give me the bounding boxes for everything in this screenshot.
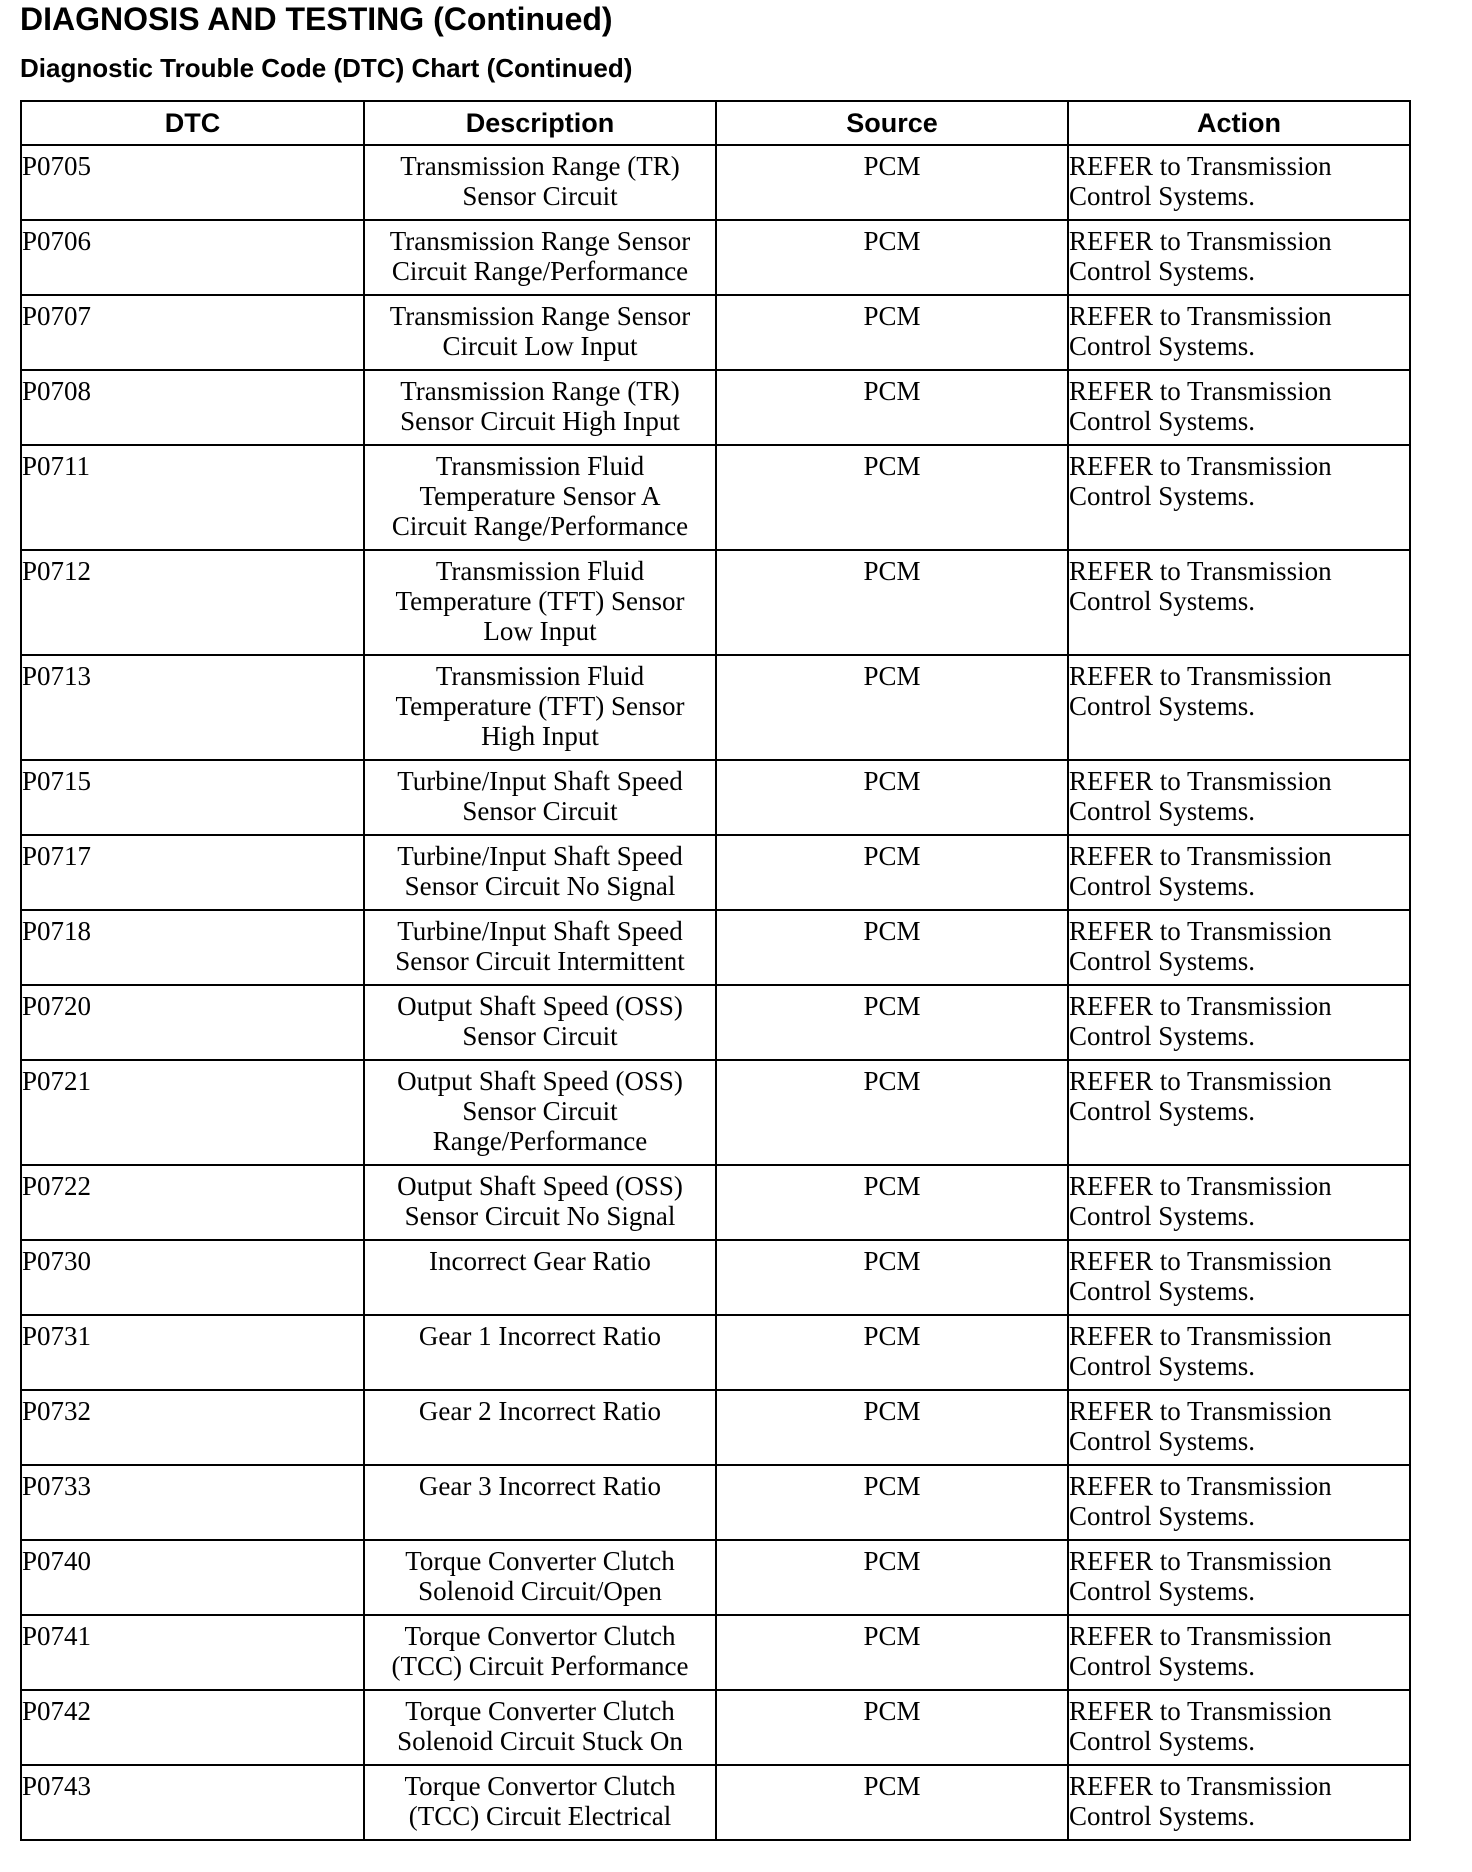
description-line: Temperature Sensor A <box>419 481 661 511</box>
action-line: REFER to Transmission <box>1069 1321 1332 1351</box>
source-cell: PCM <box>716 760 1068 835</box>
table-row <box>21 1165 1410 1240</box>
description-cell <box>364 1390 716 1465</box>
dtc-code-cell: P0705 <box>21 145 364 220</box>
source-cell: PCM <box>716 145 1068 220</box>
dtc-code-cell: P0730 <box>21 1240 364 1315</box>
table-row <box>21 1315 1410 1390</box>
action-cell <box>1068 550 1410 655</box>
description-cell <box>364 1165 716 1240</box>
page-title: DIAGNOSIS AND TESTING (Continued) <box>20 1 613 37</box>
description-line: Sensor Circuit <box>462 181 618 211</box>
description-line: Output Shaft Speed (OSS) <box>397 1171 683 1201</box>
action-cell <box>1068 1165 1410 1240</box>
dtc-code-cell: P0732 <box>21 1390 364 1465</box>
dtc-table <box>20 100 1411 1841</box>
action-line: REFER to Transmission <box>1069 1066 1332 1096</box>
action-line: Control Systems. <box>1069 946 1256 976</box>
source-cell: PCM <box>716 295 1068 370</box>
dtc-code-cell: P0720 <box>21 985 364 1060</box>
table-row <box>21 220 1410 295</box>
description-cell <box>364 1615 716 1690</box>
action-line: Control Systems. <box>1069 796 1256 826</box>
description-cell <box>364 910 716 985</box>
dtc-code-cell: P0722 <box>21 1165 364 1240</box>
table-row <box>21 910 1410 985</box>
action-line: Control Systems. <box>1069 256 1256 286</box>
dtc-code-cell: P0740 <box>21 1540 364 1615</box>
table-row <box>21 1615 1410 1690</box>
description-cell <box>364 1465 716 1540</box>
action-cell <box>1068 655 1410 760</box>
action-line: Control Systems. <box>1069 1726 1256 1756</box>
description-line: Transmission Range Sensor <box>389 226 691 256</box>
source-cell: PCM <box>716 1390 1068 1465</box>
description-line: Temperature (TFT) Sensor <box>395 586 685 616</box>
action-cell <box>1068 1615 1410 1690</box>
description-line: Sensor Circuit No Signal <box>404 1201 676 1231</box>
source-cell: PCM <box>716 445 1068 550</box>
description-line: Gear 3 Incorrect Ratio <box>418 1471 662 1501</box>
column-header-source: Source <box>716 101 1068 145</box>
dtc-code-cell: P0742 <box>21 1690 364 1765</box>
table-row <box>21 835 1410 910</box>
action-line: Control Systems. <box>1069 481 1256 511</box>
source-cell: PCM <box>716 550 1068 655</box>
dtc-code-cell: P0743 <box>21 1765 364 1840</box>
dtc-code-cell: P0708 <box>21 370 364 445</box>
description-cell <box>364 550 716 655</box>
description-line: Circuit Range/Performance <box>391 256 689 286</box>
description-line: Incorrect Gear Ratio <box>429 1246 651 1276</box>
action-line: Control Systems. <box>1069 1351 1256 1381</box>
action-line: REFER to Transmission <box>1069 1696 1332 1726</box>
source-cell: PCM <box>716 1540 1068 1615</box>
dtc-code-cell: P0733 <box>21 1465 364 1540</box>
description-cell <box>364 1765 716 1840</box>
action-cell <box>1068 445 1410 550</box>
description-cell <box>364 145 716 220</box>
description-line: Circuit Low Input <box>442 331 638 361</box>
action-line: REFER to Transmission <box>1069 1546 1332 1576</box>
description-cell <box>364 220 716 295</box>
action-line: Control Systems. <box>1069 1801 1256 1831</box>
action-line: REFER to Transmission <box>1069 766 1332 796</box>
dtc-code-cell: P0721 <box>21 1060 364 1165</box>
table-row <box>21 370 1410 445</box>
description-cell <box>364 1060 716 1165</box>
action-cell <box>1068 220 1410 295</box>
action-cell <box>1068 1765 1410 1840</box>
action-line: REFER to Transmission <box>1069 661 1332 691</box>
action-line: REFER to Transmission <box>1069 1396 1332 1426</box>
action-cell <box>1068 985 1410 1060</box>
description-line: Turbine/Input Shaft Speed <box>397 916 683 946</box>
description-cell <box>364 760 716 835</box>
source-cell: PCM <box>716 910 1068 985</box>
description-line: Transmission Fluid <box>435 556 645 586</box>
table-row <box>21 1540 1410 1615</box>
description-line: Sensor Circuit High Input <box>400 406 680 436</box>
action-cell <box>1068 1315 1410 1390</box>
table-row <box>21 445 1410 550</box>
description-cell <box>364 835 716 910</box>
source-cell: PCM <box>716 835 1068 910</box>
description-cell <box>364 1540 716 1615</box>
column-header-dtc: DTC <box>21 101 364 145</box>
description-line: Sensor Circuit <box>462 1096 618 1126</box>
action-cell <box>1068 910 1410 985</box>
description-line: Torque Converter Clutch <box>405 1546 675 1576</box>
action-line: REFER to Transmission <box>1069 301 1332 331</box>
action-line: REFER to Transmission <box>1069 991 1332 1021</box>
table-row <box>21 145 1410 220</box>
description-line: Sensor Circuit <box>462 796 618 826</box>
table-row <box>21 1690 1410 1765</box>
description-line: Torque Convertor Clutch <box>404 1771 676 1801</box>
action-line: Control Systems. <box>1069 331 1256 361</box>
dtc-code-cell: P0741 <box>21 1615 364 1690</box>
description-line: Transmission Range (TR) <box>400 376 680 406</box>
description-line: Output Shaft Speed (OSS) <box>397 991 683 1021</box>
action-cell <box>1068 760 1410 835</box>
description-line: Solenoid Circuit Stuck On <box>397 1726 683 1756</box>
description-cell <box>364 1240 716 1315</box>
action-line: Control Systems. <box>1069 1096 1256 1126</box>
description-line: Transmission Range Sensor <box>389 301 691 331</box>
action-line: REFER to Transmission <box>1069 376 1332 406</box>
source-cell: PCM <box>716 220 1068 295</box>
table-row <box>21 760 1410 835</box>
action-cell <box>1068 1690 1410 1765</box>
action-line: Control Systems. <box>1069 1501 1256 1531</box>
action-line: Control Systems. <box>1069 181 1256 211</box>
table-row <box>21 1765 1410 1840</box>
description-line: Sensor Circuit Intermittent <box>395 946 685 976</box>
dtc-code-cell: P0717 <box>21 835 364 910</box>
action-line: REFER to Transmission <box>1069 1771 1332 1801</box>
action-line: Control Systems. <box>1069 1576 1256 1606</box>
action-cell <box>1068 370 1410 445</box>
dtc-code-cell: P0713 <box>21 655 364 760</box>
dtc-code-cell: P0715 <box>21 760 364 835</box>
source-cell: PCM <box>716 1465 1068 1540</box>
description-line: Solenoid Circuit/Open <box>418 1576 662 1606</box>
action-cell <box>1068 1240 1410 1315</box>
action-cell <box>1068 1540 1410 1615</box>
table-row <box>21 1465 1410 1540</box>
source-cell: PCM <box>716 985 1068 1060</box>
table-body <box>21 145 1410 1840</box>
column-header-description: Description <box>364 101 716 145</box>
action-line: REFER to Transmission <box>1069 841 1332 871</box>
description-line: Torque Convertor Clutch <box>404 1621 676 1651</box>
source-cell: PCM <box>716 1690 1068 1765</box>
table-header-row <box>21 101 1410 145</box>
dtc-code-cell: P0718 <box>21 910 364 985</box>
action-line: REFER to Transmission <box>1069 556 1332 586</box>
source-cell: PCM <box>716 1765 1068 1840</box>
action-cell <box>1068 835 1410 910</box>
description-line: Range/Performance <box>432 1126 648 1156</box>
action-line: Control Systems. <box>1069 1201 1256 1231</box>
description-line: Output Shaft Speed (OSS) <box>397 1066 683 1096</box>
source-cell: PCM <box>716 655 1068 760</box>
description-line: (TCC) Circuit Electrical <box>408 1801 672 1831</box>
description-line: Gear 2 Incorrect Ratio <box>418 1396 662 1426</box>
action-line: REFER to Transmission <box>1069 1471 1332 1501</box>
description-line: Transmission Fluid <box>435 451 645 481</box>
description-line: Torque Converter Clutch <box>405 1696 675 1726</box>
source-cell: PCM <box>716 1315 1068 1390</box>
description-cell <box>364 445 716 550</box>
action-line: Control Systems. <box>1069 871 1256 901</box>
action-line: REFER to Transmission <box>1069 916 1332 946</box>
description-line: Transmission Fluid <box>435 661 645 691</box>
description-line: Sensor Circuit No Signal <box>404 871 676 901</box>
description-line: Gear 1 Incorrect Ratio <box>418 1321 662 1351</box>
description-cell <box>364 985 716 1060</box>
action-line: REFER to Transmission <box>1069 451 1332 481</box>
action-cell <box>1068 1465 1410 1540</box>
source-cell: PCM <box>716 1240 1068 1315</box>
description-cell <box>364 295 716 370</box>
section-title: Diagnostic Trouble Code (DTC) Chart (Continued) <box>20 53 633 83</box>
description-line: Transmission Range (TR) <box>400 151 680 181</box>
description-line: High Input <box>481 721 599 751</box>
action-cell <box>1068 145 1410 220</box>
action-line: REFER to Transmission <box>1069 1621 1332 1651</box>
table-row <box>21 1390 1410 1465</box>
action-line: REFER to Transmission <box>1069 226 1332 256</box>
action-line: Control Systems. <box>1069 1651 1256 1681</box>
action-cell <box>1068 1060 1410 1165</box>
table-row <box>21 1240 1410 1315</box>
description-cell <box>364 1690 716 1765</box>
source-cell: PCM <box>716 370 1068 445</box>
description-line: (TCC) Circuit Performance <box>391 1651 689 1681</box>
source-cell: PCM <box>716 1165 1068 1240</box>
action-line: Control Systems. <box>1069 691 1256 721</box>
action-line: Control Systems. <box>1069 1021 1256 1051</box>
action-line: Control Systems. <box>1069 1426 1256 1456</box>
table-row <box>21 1060 1410 1165</box>
action-line: Control Systems. <box>1069 586 1256 616</box>
description-cell <box>364 370 716 445</box>
column-header-action: Action <box>1068 101 1410 145</box>
dtc-code-cell: P0707 <box>21 295 364 370</box>
action-line: REFER to Transmission <box>1069 1246 1332 1276</box>
description-line: Circuit Range/Performance <box>391 511 689 541</box>
action-cell <box>1068 295 1410 370</box>
dtc-code-cell: P0706 <box>21 220 364 295</box>
action-line: REFER to Transmission <box>1069 1171 1332 1201</box>
description-line: Sensor Circuit <box>462 1021 618 1051</box>
table-row <box>21 295 1410 370</box>
action-line: REFER to Transmission <box>1069 151 1332 181</box>
action-line: Control Systems. <box>1069 406 1256 436</box>
table-row <box>21 550 1410 655</box>
table-row <box>21 985 1410 1060</box>
action-cell <box>1068 1390 1410 1465</box>
description-cell <box>364 1315 716 1390</box>
description-line: Turbine/Input Shaft Speed <box>397 841 683 871</box>
dtc-code-cell: P0731 <box>21 1315 364 1390</box>
table-row <box>21 655 1410 760</box>
source-cell: PCM <box>716 1060 1068 1165</box>
dtc-code-cell: P0712 <box>21 550 364 655</box>
description-line: Temperature (TFT) Sensor <box>395 691 685 721</box>
description-line: Turbine/Input Shaft Speed <box>397 766 683 796</box>
description-line: Low Input <box>483 616 597 646</box>
dtc-code-cell: P0711 <box>21 445 364 550</box>
description-cell <box>364 655 716 760</box>
source-cell: PCM <box>716 1615 1068 1690</box>
action-line: Control Systems. <box>1069 1276 1256 1306</box>
